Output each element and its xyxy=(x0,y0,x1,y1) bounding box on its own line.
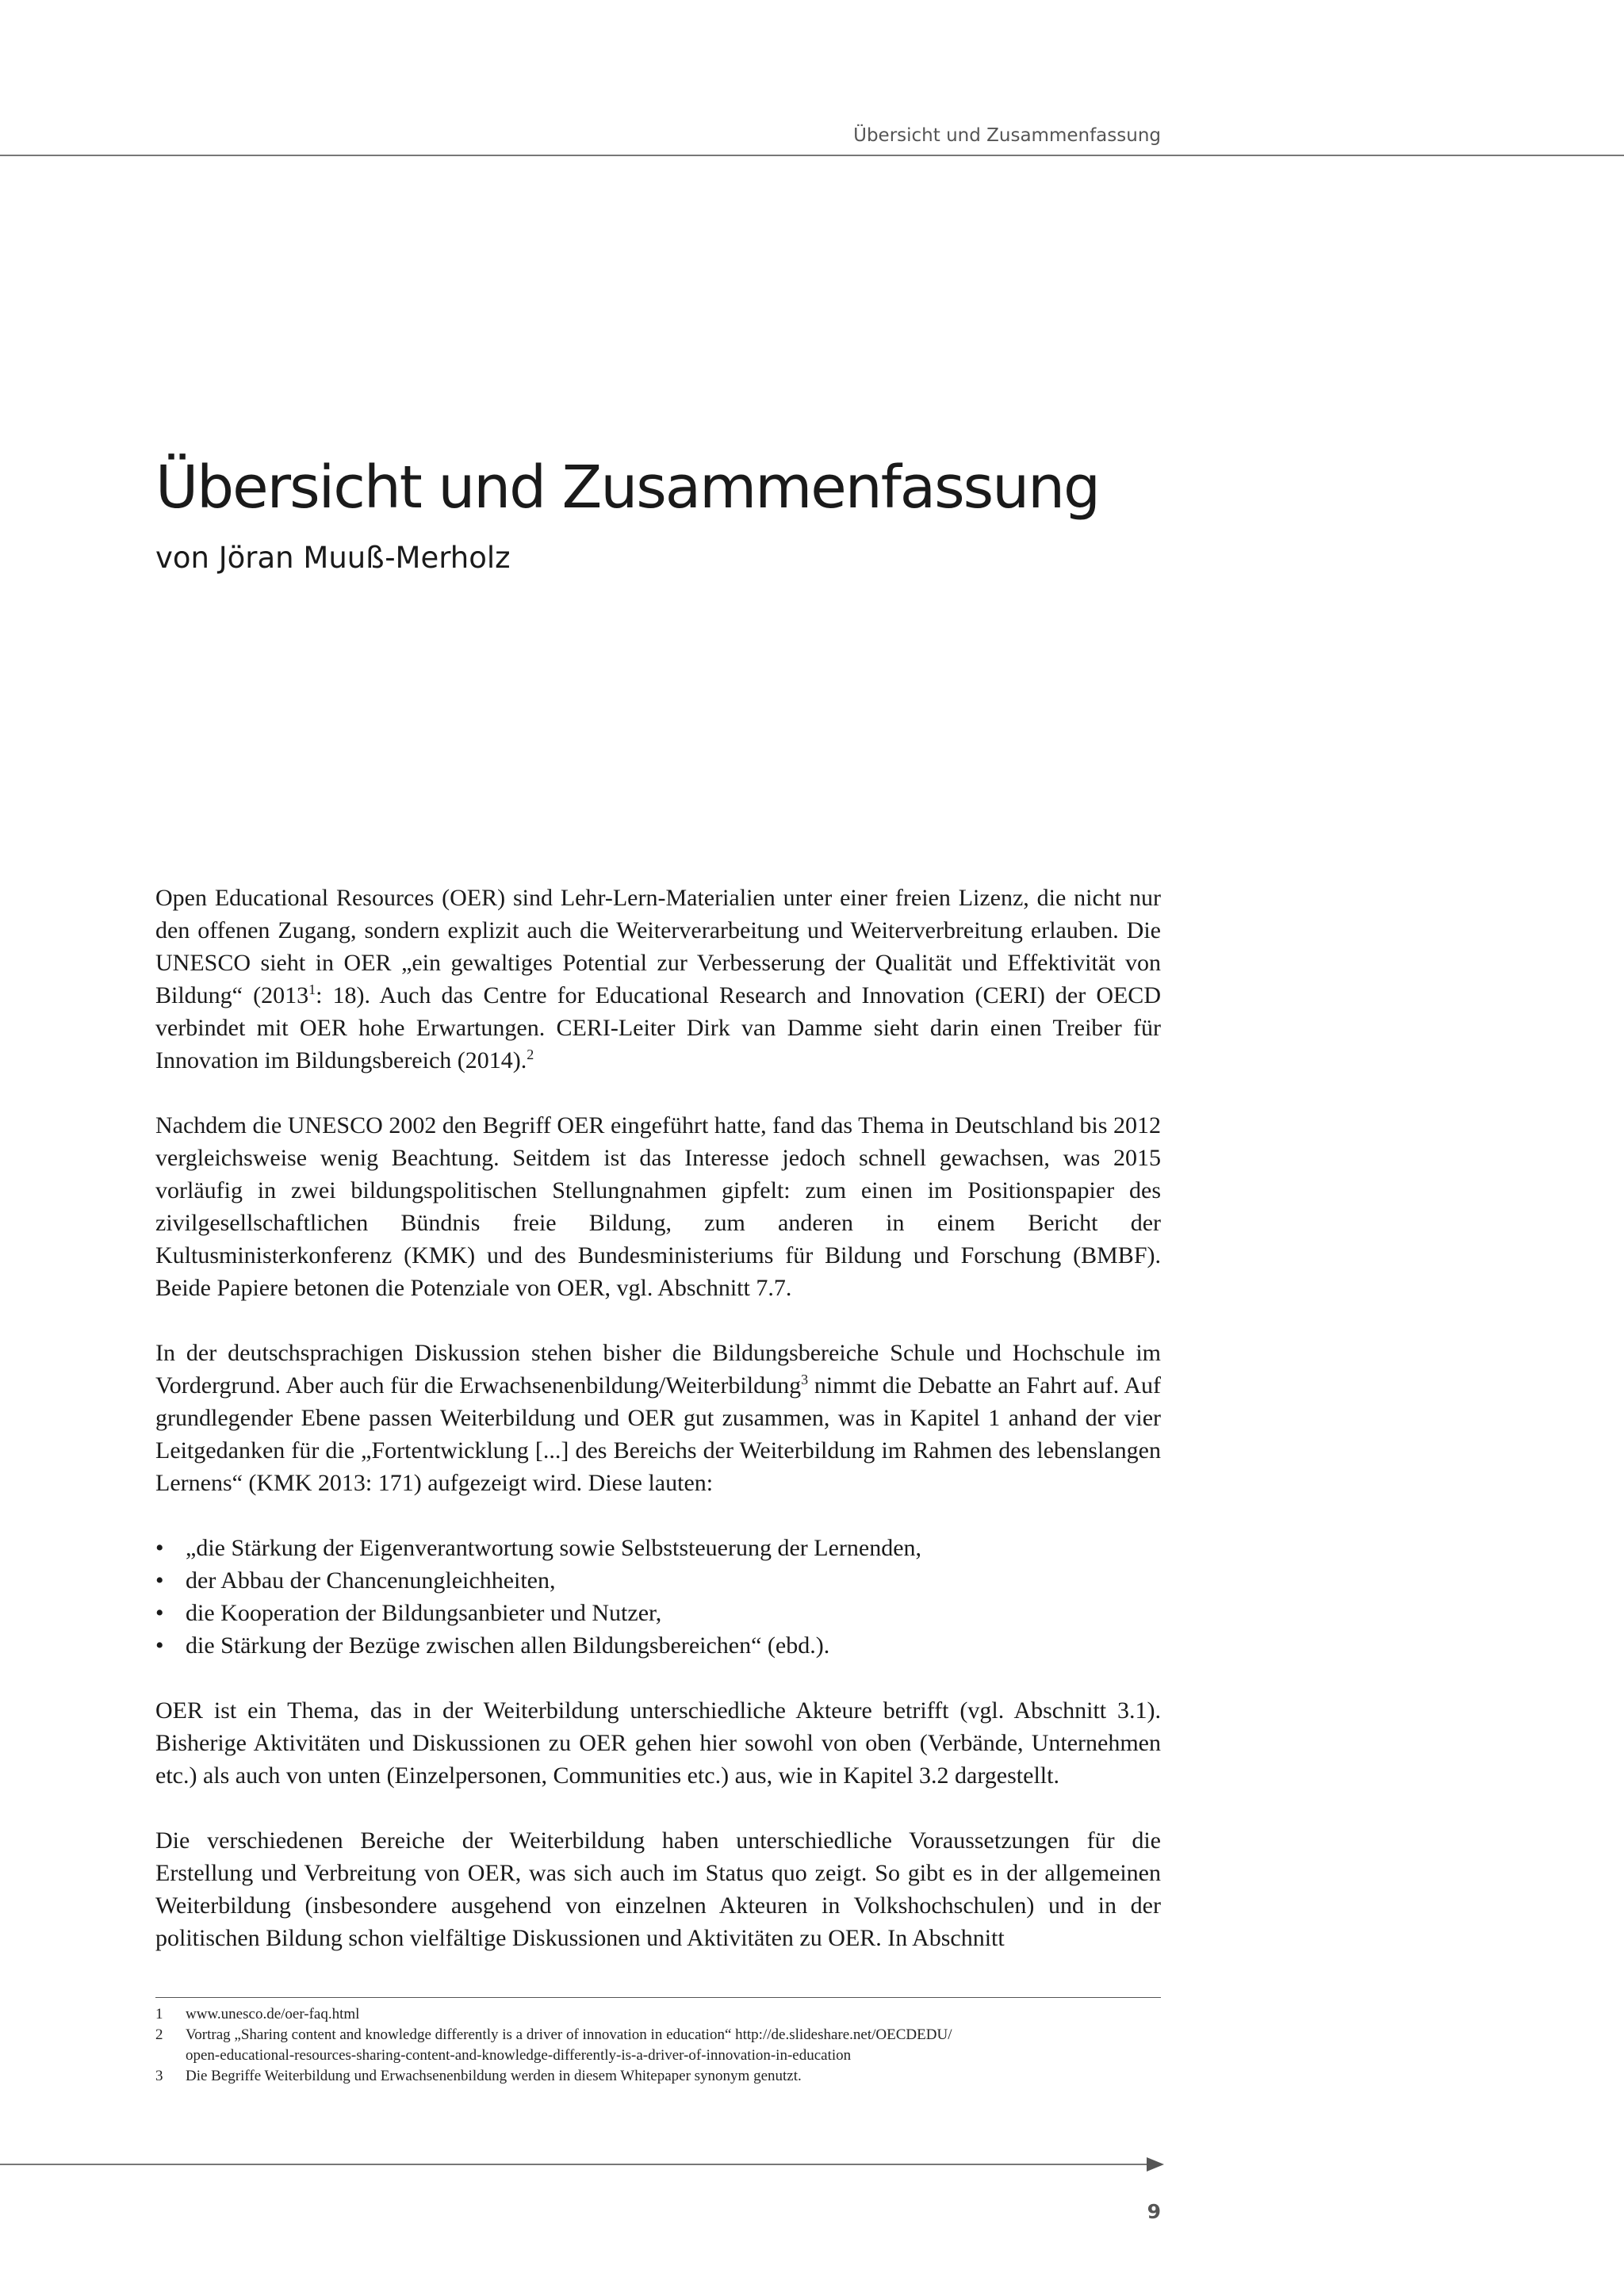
paragraph-1-text-b: : 18). Auch das Centre for Educational Research and Innovation (CERI) der OECD verbindet mit OER hohe Erwartungen. CERI-Leiter Dirk van Damme sieht darin einen Treiber für Innovation im Bildungsbereich (2014). xyxy=(155,982,1161,1073)
list-item xyxy=(155,1629,1161,1662)
running-header: Übersicht und Zusammenfassung xyxy=(853,125,1161,146)
body-text xyxy=(155,882,1161,1954)
bullet-list xyxy=(155,1532,1161,1662)
list-item-text: „die Stärkung der Eigenverantwortung sowie Selbststeuerung der Lernenden, xyxy=(186,1535,922,1561)
list-item xyxy=(155,1532,1161,1564)
page-number: 9 xyxy=(1147,2200,1161,2223)
footnote-text-continued: open-educational-resources-sharing-content-and-knowledge-differently-is-a-driver-of-innovation-in-education xyxy=(186,2047,852,2064)
list-item-text: die Kooperation der Bildungsanbieter und Nutzer, xyxy=(186,1600,662,1626)
paragraph-5: Die verschiedenen Bereiche der Weiterbildung haben unterschiedliche Voraussetzungen für die Erstellung und Verbreitung von OER, was sich auch im Status quo zeigt. So gibt es in der allgemeinen Weiterbildung (insbesondere ausgehend von einzelnen Akteuren in Volkshochschulen) und in der politischen Bildung schon vielfältige Diskussionen und Aktivitäten zu OER. In Abschnitt xyxy=(155,1827,1161,1951)
paragraph-3 xyxy=(155,1337,1161,1499)
footnote-ref-3: 3 xyxy=(801,1372,809,1387)
footnote-number: 2 xyxy=(155,2026,163,2043)
footnote-2 xyxy=(155,2025,1161,2066)
footer-rule xyxy=(0,2164,1161,2165)
list-item-text: die Stärkung der Bezüge zwischen allen Bildungsbereichen“ (ebd.). xyxy=(186,1632,830,1659)
footnote-text: Vortrag „Sharing content and knowledge differently is a driver of innovation in education“ http://de.slideshare.net/OECDEDU/ xyxy=(186,2026,952,2043)
bullet-icon: • xyxy=(155,1567,164,1594)
paragraph-3-text-b: nimmt die Debatte an Fahrt auf. Auf grundlegender Ebene passen Weiterbildung und OER gut zusammen, was in Kapitel 1 anhand der vier Leitgedanken für die „Fortentwicklung [...] des Bereichs der Weiterbildung im Rahmen des lebenslangen Lernens“ (KMK 2013: 171) aufgezeigt wird. Diese lauten: xyxy=(155,1372,1161,1496)
footnote-text: www.unesco.de/oer-faq.html xyxy=(186,2006,360,2022)
paragraph-1-text-a: Open Educational Resources (OER) sind Lehr-Lern-Materialien unter einer freien Lizenz, die nicht nur den offenen Zugang, sondern explizit auch die Weiterverarbeitung und Weiterverbreitung erlauben. Die UNESCO sieht in OER „ein gewaltiges Potential zur Verbesserung der Qualität und Effektivität von Bildung“ (2013 xyxy=(155,885,1161,1008)
list-item-text: der Abbau der Chancenungleichheiten, xyxy=(186,1567,556,1594)
chapter-title: Übersicht und Zusammenfassung xyxy=(155,453,1099,522)
footnote-3 xyxy=(155,2066,1161,2087)
paragraph-1 xyxy=(155,882,1161,1077)
list-item xyxy=(155,1597,1161,1629)
paragraph-2: Nachdem die UNESCO 2002 den Begriff OER eingeführt hatte, fand das Thema in Deutschland bis 2012 vergleichsweise wenig Beachtung. Seitdem ist das Interesse jedoch schnell gewachsen, was 2015 vorläufig in zwei bildungspolitischen Stellungnahmen gipfelt: zum einen im Positionspapier des zivilgesellschaftlichen Bündnis freie Bildung, zum anderen in einem Bericht der Kultusministerkonferenz (KMK) und des Bundesministeriums für Bildung und Forschung (BMBF). Beide Papiere betonen die Potenziale von OER, vgl. Abschnitt 7.7. xyxy=(155,1112,1161,1301)
bullet-icon: • xyxy=(155,1632,164,1659)
footnotes xyxy=(155,2004,1161,2087)
footnote-text: Die Begriffe Weiterbildung und Erwachsenenbildung werden in diesem Whitepaper synonym genutzt. xyxy=(186,2068,802,2084)
chapter-author: von Jöran Muuß-Merholz xyxy=(155,541,511,575)
bullet-icon: • xyxy=(155,1535,164,1561)
footnote-ref-1: 1 xyxy=(308,982,316,997)
list-item xyxy=(155,1564,1161,1597)
footnote-number: 1 xyxy=(155,2006,163,2022)
header-rule xyxy=(0,155,1624,156)
arrow-right-icon xyxy=(1147,2157,1164,2172)
bullet-icon: • xyxy=(155,1600,164,1626)
footnote-1 xyxy=(155,2004,1161,2025)
paragraph-3-text-a: In der deutschsprachigen Diskussion stehen bisher die Bildungsbereiche Schule und Hochschule im Vordergrund. Aber auch für die Erwachsenenbildung/Weiterbildung xyxy=(155,1340,1161,1399)
footnote-number: 3 xyxy=(155,2068,163,2084)
footnote-ref-2: 2 xyxy=(527,1047,534,1062)
footnote-rule xyxy=(155,1997,1161,1998)
paragraph-4: OER ist ein Thema, das in der Weiterbildung unterschiedliche Akteure betrifft (vgl. Abschnitt 3.1). Bisherige Aktivitäten und Diskussionen zu OER gehen hier sowohl von oben (Verbände, Unternehmen etc.) als auch von unten (Einzelpersonen, Communities etc.) aus, wie in Kapitel 3.2 dargestellt. xyxy=(155,1697,1161,1789)
